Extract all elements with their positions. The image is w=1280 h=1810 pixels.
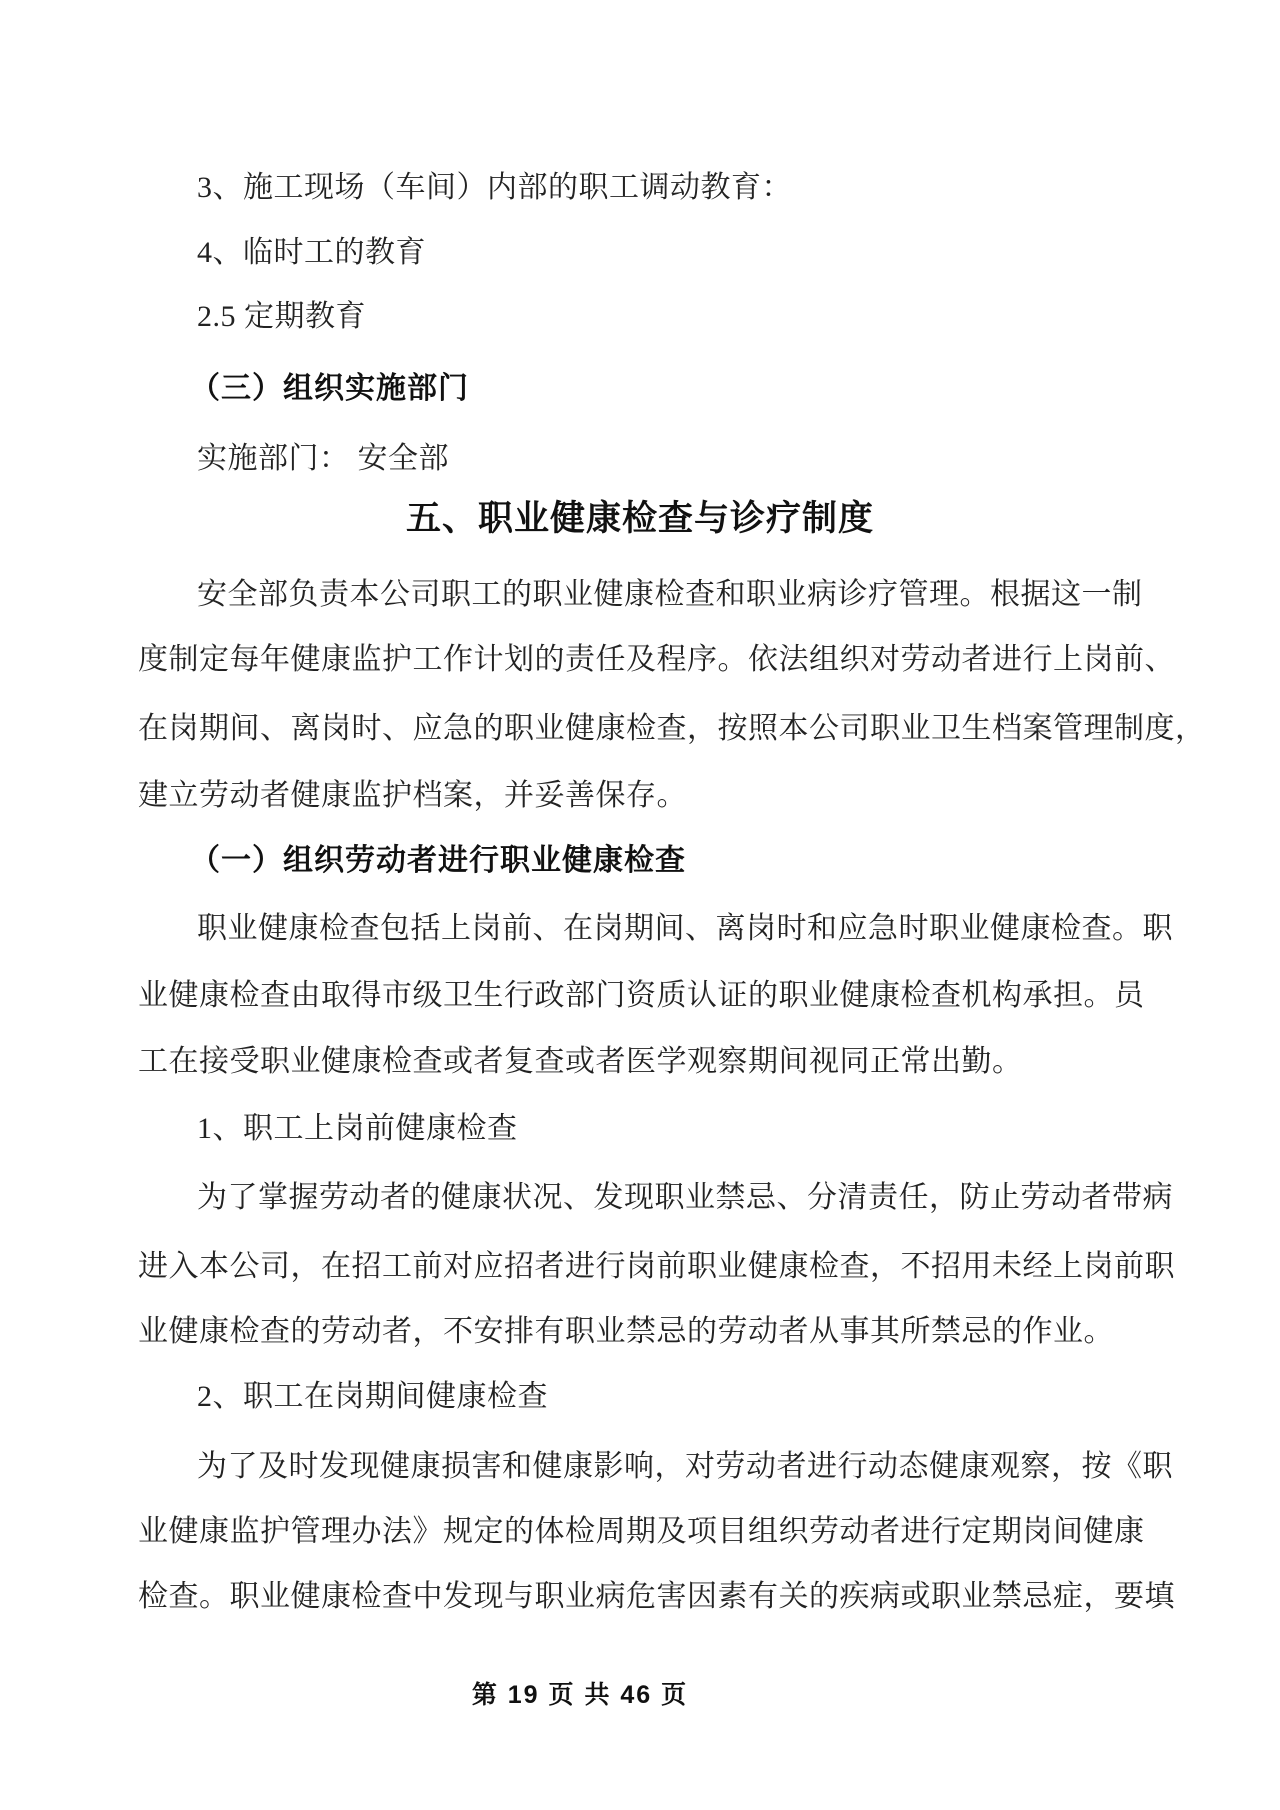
list-item-4: 4、临时工的教育 [197,236,426,269]
item-2-5-heading: 2.5 定期教育 [197,300,366,333]
intro-line-2: 度制定每年健康监护工作计划的责任及程序。依法组织对劳动者进行上岗前、 [138,643,1175,676]
chapter-5-title: 五、职业健康检查与诊疗制度 [405,499,874,538]
pre-job-line-1: 为了掌握劳动者的健康状况、发现职业禁忌、分清责任，防止劳动者带病 [197,1181,1173,1214]
heading-section-3: （三）组织实施部门 [190,372,469,405]
overview-line-2: 业健康检查由取得市级卫生行政部门资质认证的职业健康检查机构承担。员 [138,979,1145,1012]
pre-job-line-2: 进入本公司，在招工前对应招者进行岗前职业健康检查，不招用未经上岗前职 [138,1250,1175,1283]
item-2-heading: 2、职工在岗期间健康检查 [197,1380,548,1413]
intro-line-3: 在岗期间、离岗时、应急的职业健康检查，按照本公司职业卫生档案管理制度， [138,712,1206,745]
on-job-line-2: 业健康监护管理办法》规定的体检周期及项目组织劳动者进行定期岗间健康 [138,1515,1145,1548]
on-job-line-3: 检查。职业健康检查中发现与职业病危害因素有关的疾病或职业禁忌症，要填 [138,1580,1175,1613]
on-job-line-1: 为了及时发现健康损害和健康影响，对劳动者进行动态健康观察，按《职 [197,1450,1173,1483]
list-item-3: 3、施工现场（车间）内部的职工调动教育： [197,171,792,204]
implementation-dept: 实施部门： 安全部 [197,442,449,475]
intro-line-4: 建立劳动者健康监护档案，并妥善保存。 [138,779,687,812]
item-1-heading: 1、职工上岗前健康检查 [197,1112,518,1145]
overview-line-1: 职业健康检查包括上岗前、在岗期间、离岗时和应急时职业健康检查。职 [197,912,1173,945]
pre-job-line-3: 业健康检查的劳动者，不安排有职业禁忌的劳动者从事其所禁忌的作业。 [138,1315,1114,1348]
intro-line-1: 安全部负责本公司职工的职业健康检查和职业病诊疗管理。根据这一制 [197,578,1143,611]
overview-line-3: 工在接受职业健康检查或者复查或者医学观察期间视同正常出勤。 [138,1045,1023,1078]
heading-section-1: （一）组织劳动者进行职业健康检查 [190,844,686,877]
page-footer: 第 19 页 共 46 页 [471,1681,689,1709]
